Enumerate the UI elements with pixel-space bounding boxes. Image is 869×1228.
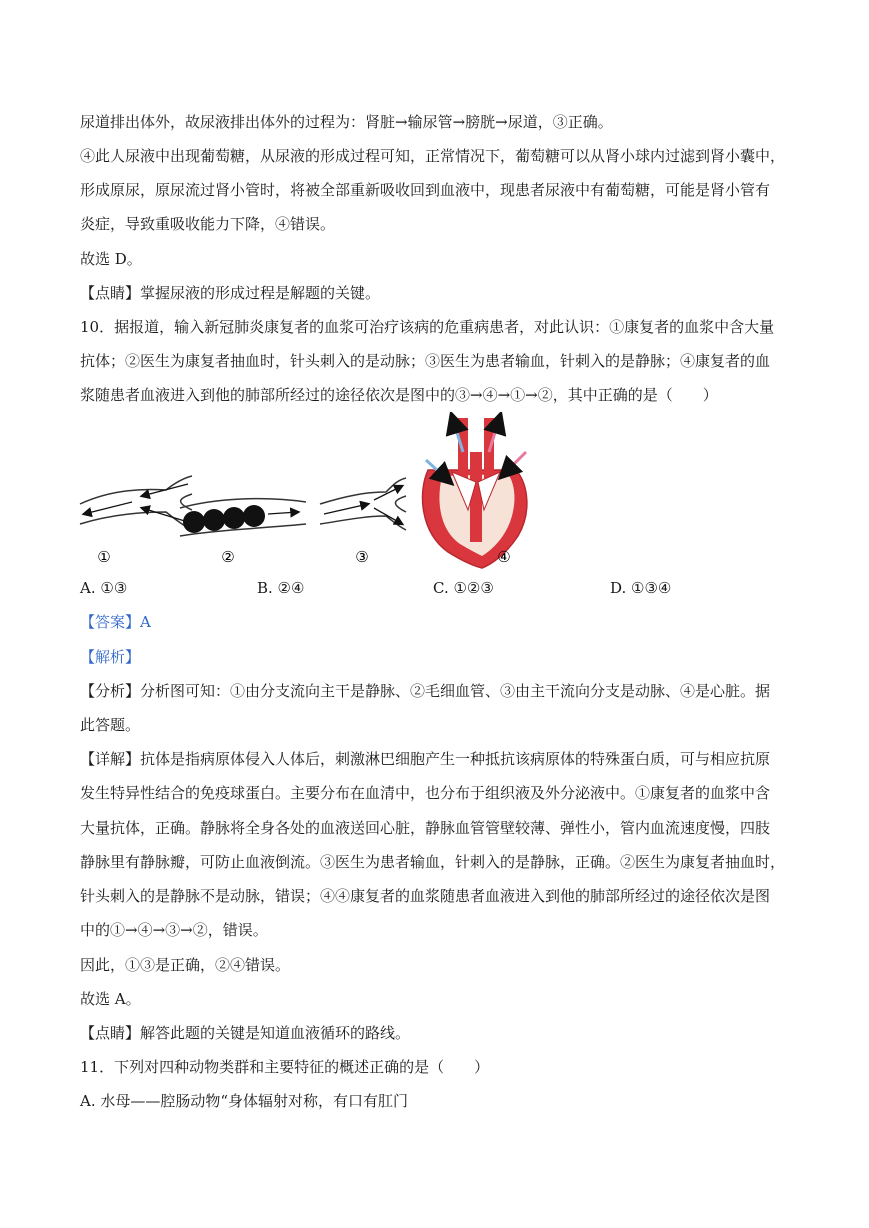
line-5: 故选 D。 <box>80 250 142 268</box>
analysis-line-1: 【分析】分析图可知：①由分支流向主干是静脉、②毛细血管、③由主干流向分支是动脉、④是心脏。据 <box>80 682 771 700</box>
question-10-line-2: 抗体；②医生为康复者抽血时，针头刺入的是动脉；③医生为患者输血，针刺入的是静脉；④康复者的血 <box>80 352 771 370</box>
analysis-label: 【解析】 <box>80 648 141 666</box>
figure-label-2: ② <box>221 548 235 566</box>
option-d: D. ①③④ <box>610 579 672 597</box>
line-3: 形成原尿，原尿流过肾小管时，将被全部重新吸收回到血液中，现患者尿液中有葡萄糖，可能是肾小管有 <box>80 181 771 199</box>
line-2: ④此人尿液中出现葡萄糖，从尿液的形成过程可知，正常情况下，葡萄糖可以从肾小球内过滤到肾小囊中， <box>80 147 786 165</box>
figure-label-1: ① <box>97 548 111 566</box>
detail-line-4: 静脉里有静脉瓣，可防止血液倒流。③医生为患者输血，针刺入的是静脉，正确。②医生为康复者抽血时， <box>80 853 786 871</box>
line-6: 【点睛】掌握尿液的形成过程是解题的关键。 <box>80 284 381 302</box>
line-1: 尿道排出体外，故尿液排出体外的过程为：肾脏→输尿管→膀胱→尿道，③正确。 <box>80 113 613 131</box>
blood-vessel-figure <box>76 412 536 572</box>
detail-line-1: 【详解】抗体是指病原体侵入人体后，刺激淋巴细胞产生一种抵抗该病原体的特殊蛋白质，可与相应抗原 <box>80 750 771 768</box>
line-4: 炎症，导致重吸收能力下降，④错误。 <box>80 215 336 233</box>
answer: 【答案】A <box>80 613 151 631</box>
heart-diagram <box>423 416 527 568</box>
detail-line-3: 大量抗体，正确。静脉将全身各处的血液送回心脏，静脉血管管壁较薄、弹性小，管内血流速度慢，四肢 <box>80 819 771 837</box>
option-a: A. ①③ <box>80 579 128 597</box>
detail-line-2: 发生特异性结合的免疫球蛋白。主要分布在血清中，也分布于组织液及外分泌液中。①康复者的血浆中含 <box>80 784 771 802</box>
tip-line: 【点睛】解答此题的关键是知道血液循环的路线。 <box>80 1024 411 1042</box>
figure-label-3: ③ <box>355 548 369 566</box>
figure-svg <box>76 412 536 572</box>
analysis-line-2: 此答题。 <box>80 716 141 734</box>
choice-line: 故选 A。 <box>80 990 141 1008</box>
question-10-line-3: 浆随患者血液进入到他的肺部所经过的途径依次是图中的③→④→①→②，其中正确的是（ ） <box>80 386 718 404</box>
figure-label-4: ④ <box>497 548 511 566</box>
vein-diagram <box>80 476 192 530</box>
option-c: C. ①②③ <box>433 579 494 597</box>
artery-diagram <box>320 478 406 530</box>
question-11: 11．下列对四种动物类群和主要特征的概述正确的是（ ） <box>80 1058 490 1076</box>
option-b: B. ②④ <box>257 579 305 597</box>
conclusion-line: 因此，①③是正确，②④错误。 <box>80 956 291 974</box>
question-11-option-a: A. 水母——腔肠动物“身体辐射对称，有口有肛门 <box>80 1092 409 1110</box>
capillary-diagram <box>180 499 306 536</box>
detail-line-5: 针头刺入的是静脉不是动脉，错误；④④康复者的血浆随患者血液进入到他的肺部所经过的途径依次是图 <box>80 887 771 905</box>
question-10-line-1: 10．据报道，输入新冠肺炎康复者的血浆可治疗该病的危重病患者，对此认识：①康复者的血浆中含大量 <box>80 318 775 336</box>
detail-line-6: 中的①→④→③→②，错误。 <box>80 921 268 939</box>
